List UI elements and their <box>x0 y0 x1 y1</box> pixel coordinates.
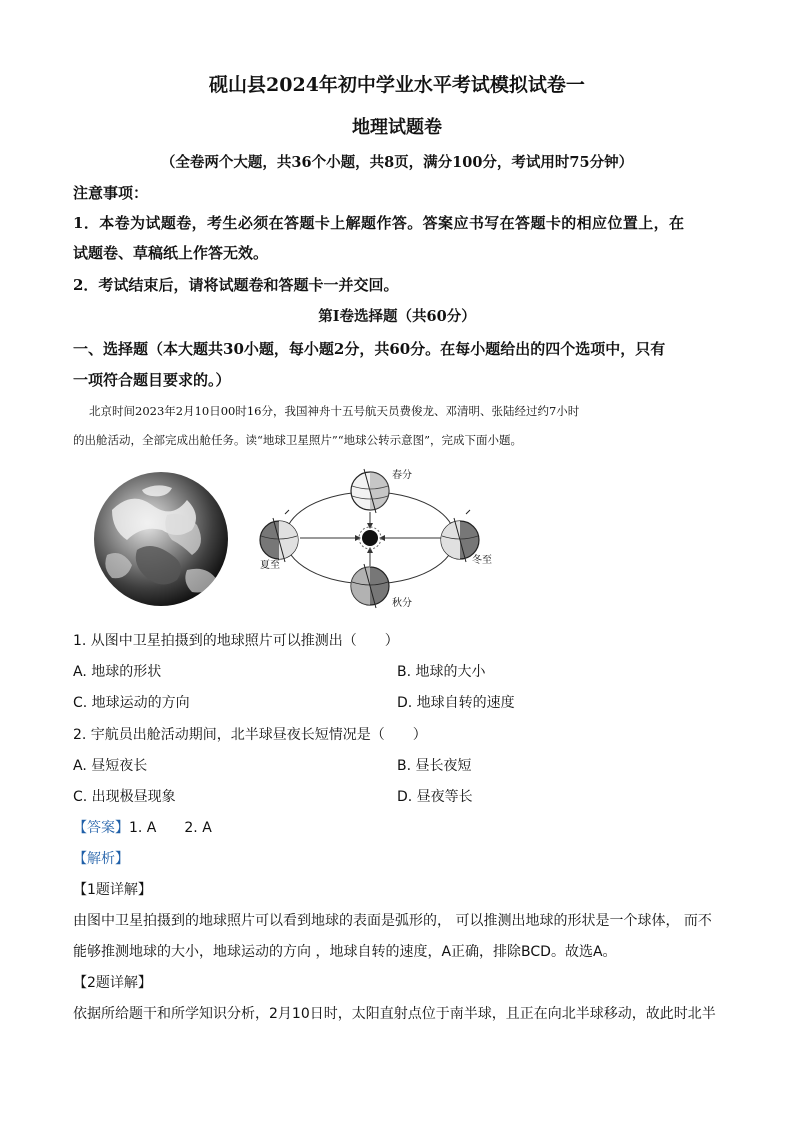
exam-subtitle: 地理试题卷 <box>352 117 442 138</box>
question-1-stem: 1. 从图中卫星拍摄到的地球照片可以推测出（ ） <box>73 633 399 649</box>
label-spring: 春分 <box>392 470 412 481</box>
question-2-option-c: C. 出现极昼现象 <box>73 789 176 805</box>
question-1-option-b: B. 地球的大小 <box>397 664 486 680</box>
notice-item-2: 2．考试结束后，请将试题卷和答题卡一并交回。 <box>73 276 399 294</box>
question-2-option-d: D. 昼夜等长 <box>397 789 473 805</box>
section-heading: 第Ⅰ卷选择题（共60分） <box>318 308 476 325</box>
section-instruction-line-1: 一、选择题（本大题共30小题，每小题2分，共60分。在每小题给出的四个选项中，只有 <box>73 340 666 358</box>
exam-title: 砚山县2024年初中学业水平考试模拟试卷一 <box>209 74 585 96</box>
detail-1-heading: 【1题详解】 <box>73 882 152 898</box>
question-2-option-b: B. 昼长夜短 <box>397 758 472 774</box>
question-2-stem: 2. 宇航员出舱活动期间，北半球昼夜长短情况是（ ） <box>73 727 427 743</box>
analysis-label: 【解析】 <box>73 851 129 867</box>
passage-line-2: 的出舱活动，全部完成出舱任务。读“地球卫星照片”“地球公转示意图”，完成下面小题。 <box>73 433 523 447</box>
question-1-option-a: A. 地球的形状 <box>73 664 162 680</box>
detail-2-heading: 【2题详解】 <box>73 975 152 991</box>
sun-icon <box>362 530 378 546</box>
notice-item-1-line-1: 1．本卷为试题卷，考生必须在答题卡上解题作答。答案应书写在答题卡的相应位置上，在 <box>73 214 685 232</box>
label-summer: 夏至 <box>260 560 280 571</box>
earth-spring-icon <box>351 469 389 513</box>
earth-summer-icon <box>260 510 298 562</box>
exam-meta: （全卷两个大题，共36个小题，共8页，满分100分，考试用时75分钟） <box>160 154 634 171</box>
label-autumn: 秋分 <box>392 598 412 609</box>
answer-label: 【答案】 <box>73 820 129 836</box>
question-1-option-c: C. 地球运动的方向 <box>73 695 190 711</box>
passage-line-1: 北京时间2023年2月10日00时16分，我国神舟十五号航天员费俊龙、邓清明、张陆经过约7小时 <box>89 404 580 418</box>
detail-1-line-1: 由图中卫星拍摄到的地球照片可以看到地球的表面是弧形的， 可以推测出地球的形状是一个球体， 而不 <box>73 913 712 929</box>
section-instruction-line-2: 一项符合题目要求的。） <box>73 371 231 389</box>
notice-heading: 注意事项： <box>73 184 149 202</box>
answer-text: 1. A 2. A <box>129 820 212 836</box>
notice-item-1-line-2: 试题卷、草稿纸上作答无效。 <box>73 244 269 262</box>
detail-1-line-2: 能够推测地球的大小，地球运动的方向 ，地球自转的速度，A正确，排除BCD。故选A。 <box>73 944 617 960</box>
earth-autumn-icon <box>351 564 389 608</box>
label-winter: 冬至 <box>472 555 492 566</box>
detail-2-line-1: 依据所给题干和所学知识分析，2月10日时，太阳直射点位于南半球，且正在向北半球移动，故此时北半 <box>73 1006 716 1022</box>
answer-row <box>73 817 212 837</box>
earth-satellite-photo <box>92 470 230 608</box>
question-2-option-a: A. 昼短夜长 <box>73 758 148 774</box>
question-1-option-d: D. 地球自转的速度 <box>397 695 515 711</box>
earth-revolution-diagram <box>252 464 502 614</box>
